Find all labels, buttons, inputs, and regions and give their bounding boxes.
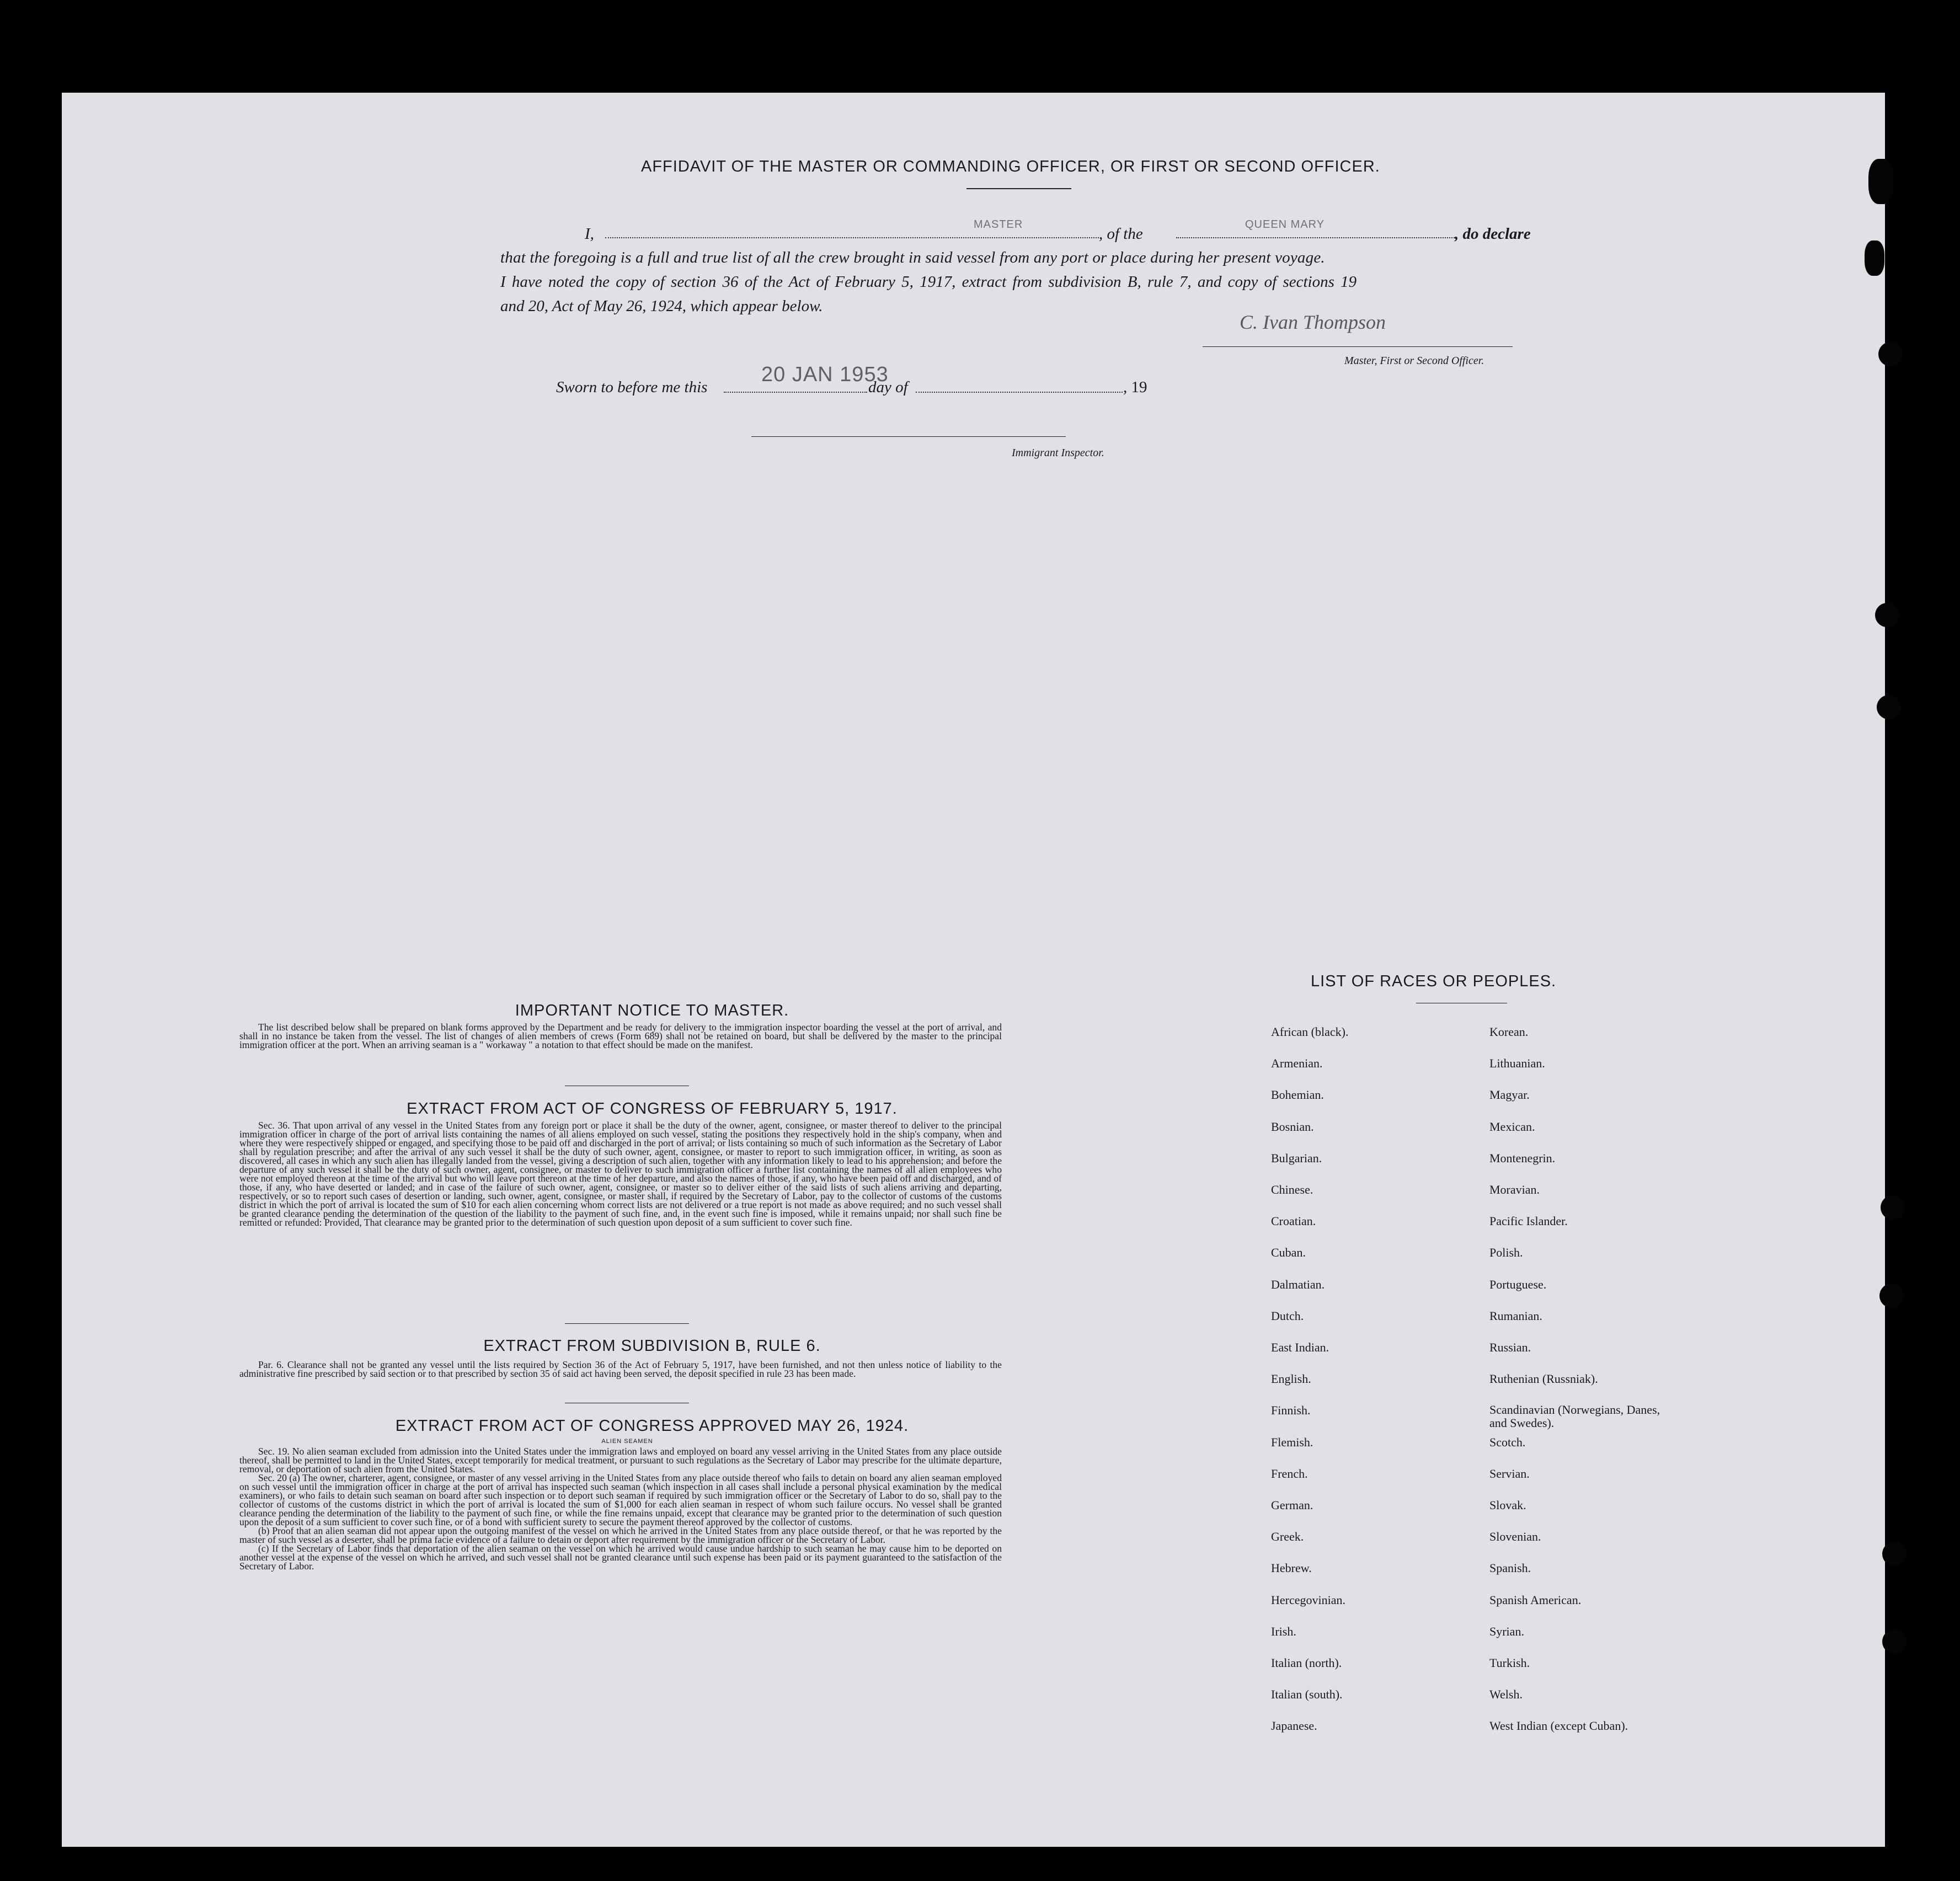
race-item: Armenian. bbox=[1271, 1056, 1323, 1071]
stamp-rank: MASTER bbox=[974, 218, 1023, 231]
race-item: Slovak. bbox=[1489, 1498, 1526, 1512]
race-item: Japanese. bbox=[1271, 1719, 1317, 1733]
race-item: German. bbox=[1271, 1498, 1313, 1512]
binding-hole bbox=[1881, 1195, 1905, 1220]
race-item: Magyar. bbox=[1489, 1088, 1530, 1102]
race-item: Croatian. bbox=[1271, 1214, 1316, 1228]
sworn-month-blank bbox=[916, 392, 1123, 393]
affidavit-line-2: that the foregoing is a full and true list of all the crew brought in said vessel from any port or place during her present voyage. bbox=[500, 249, 1325, 266]
race-item: Spanish. bbox=[1489, 1561, 1531, 1575]
race-item: Ruthenian (Russniak). bbox=[1489, 1372, 1598, 1386]
race-item: Finnish. bbox=[1271, 1403, 1311, 1418]
race-item: Polish. bbox=[1489, 1246, 1523, 1260]
race-item: Mexican. bbox=[1489, 1119, 1535, 1134]
notice-title: IMPORTANT NOTICE TO MASTER. bbox=[515, 1002, 789, 1019]
affidavit-title: AFFIDAVIT OF THE MASTER OR COMMANDING OFFICER, OR FIRST OR SECOND OFFICER. bbox=[641, 158, 1380, 175]
sworn-date-stamp: 20 JAN 1953 bbox=[761, 363, 889, 386]
race-item: West Indian (except Cuban). bbox=[1489, 1719, 1628, 1733]
sworn-day-blank bbox=[724, 392, 867, 393]
race-item: Korean. bbox=[1489, 1025, 1529, 1039]
name-blank bbox=[605, 237, 1099, 238]
document-page bbox=[62, 93, 1885, 1847]
race-item: Hebrew. bbox=[1271, 1561, 1312, 1575]
extract-1924-subtitle: ALIEN SEAMEN bbox=[601, 1438, 653, 1445]
race-item: Bohemian. bbox=[1271, 1088, 1324, 1102]
race-item: East Indian. bbox=[1271, 1340, 1329, 1354]
race-item: Hercegovinian. bbox=[1271, 1593, 1345, 1607]
declare-label: , do declare bbox=[1455, 225, 1531, 243]
signature-caption: Master, First or Second Officer. bbox=[1344, 355, 1484, 367]
rule6-title: EXTRACT FROM SUBDIVISION B, RULE 6. bbox=[483, 1337, 821, 1355]
race-item: Dalmatian. bbox=[1271, 1277, 1325, 1291]
race-item: Lithuanian. bbox=[1489, 1056, 1545, 1071]
race-item: Cuban. bbox=[1271, 1246, 1306, 1260]
race-item: French. bbox=[1271, 1466, 1308, 1481]
day-of-label: day of bbox=[868, 378, 908, 396]
master-signature: C. Ivan Thompson bbox=[1240, 311, 1386, 333]
race-item: Greek. bbox=[1271, 1530, 1304, 1544]
binding-hole bbox=[1882, 1542, 1906, 1566]
race-item: Moravian. bbox=[1489, 1183, 1540, 1196]
binding-hole bbox=[1882, 1629, 1906, 1654]
race-item: Slovenian. bbox=[1489, 1530, 1541, 1544]
race-item: English. bbox=[1271, 1372, 1311, 1386]
race-item: Turkish. bbox=[1489, 1656, 1530, 1670]
extract-1917-divider bbox=[565, 1323, 689, 1324]
race-item: Welsh. bbox=[1489, 1687, 1523, 1702]
extract-1917-text: Sec. 36. That upon arrival of any vessel in the United States from any foreign port or place it shall be the duty of the owner, agent, consignee, or master thereof to deliver to the principal immigration officer in charge of the port of arrival lists containing the names of all aliens employed on such vessel, stating the positions they respectively hold in the ship's company, when and where they were respectively shipped or engaged, and specifying those to be paid off and discharged in the port of arrival; or lists containing so much of such information as the Secretary of Labor shall by regulation prescribe; and after the arrival of any such vessel it shall be the duty of such owner, agent, consignee, or master to report to such immigration officer, in writing, as soon as discovered, all cases in which any such alien has illegally landed from the vessel, giving a description of such alien, together with any information likely to lead to his apprehension; and before the departure of any such vessel it shall be the duty of such owner, agent, consignee, or master to deliver to such immigration officer a further list containing the names of all alien employees who were not employed thereon at the time of the arrival but who will leave port thereon at the time of her departure, and also the names of those, if any, who have been paid off and discharged, and of those, if any, who have deserted or landed; and in case of the failure of such owner, agent, consignee, or master so to deliver either of the said lists of such aliens arriving and departing, respectively, or so to report such cases of desertion or landing, such owner, agent, consignee, or master shall, if required by the Secretary of Labor, pay to the collector of customs of the customs district in which the port of arrival is located the sum of $10 for each alien concerning whom correct lists are not delivered or a true report is not made as above required; and no such vessel shall be granted clearance pending the determination of the question of the liability to the payment of such fine, and, in the event such fine is imposed, while it remains unpaid; nor shall such fine be remitted or refunded: Provided, That clearance may be granted prior to the determination of such question upon deposit of a sum sufficient to cover such fine. bbox=[239, 1120, 1002, 1228]
race-item: Irish. bbox=[1271, 1624, 1296, 1638]
sec19-paragraph: Sec. 19. No alien seaman excluded from admission into the United States under the immigration laws and employed on board any vessel arriving in the United States from any place outside thereof, shall be permitted to land in the United States, except temporarily for medical treatment, or pursuant to such regulations as the Secretary of Labor may prescribe for the ultimate departure, removal, or deportation of such alien from the United States. bbox=[239, 1446, 1002, 1474]
inspector-caption: Immigrant Inspector. bbox=[1012, 447, 1104, 459]
edge-damage bbox=[1868, 159, 1894, 204]
title-underline bbox=[966, 188, 1071, 189]
affidavit-line-3: I have noted the copy of section 36 of the Act of February 5, 1917, extract from subdivision B, rule 7, and copy of sections 19 bbox=[500, 273, 1357, 291]
edge-damage bbox=[1865, 241, 1884, 276]
extract-1924-text bbox=[239, 1447, 1002, 1570]
rule6-text: Par. 6. Clearance shall not be granted any vessel until the lists required by Section 36 of the Act of February 5, 1917, have been furnished, and not then unless notice of liability to the administrative fine prescribed by said section or to that prescribed by section 35 of said act having been served, the deposit specified in rule 23 has been made. bbox=[239, 1359, 1002, 1379]
race-item: Italian (south). bbox=[1271, 1687, 1343, 1702]
race-item: Russian. bbox=[1489, 1340, 1531, 1354]
inspector-line bbox=[751, 436, 1066, 437]
extract-1924-title: EXTRACT FROM ACT OF CONGRESS APPROVED MAY 26, 1924. bbox=[395, 1417, 909, 1435]
race-item: Montenegrin. bbox=[1489, 1151, 1556, 1165]
race-item: Bulgarian. bbox=[1271, 1151, 1322, 1165]
race-item: Dutch. bbox=[1271, 1308, 1304, 1323]
race-item: Chinese. bbox=[1271, 1183, 1313, 1196]
race-item: Scandinavian (Norwegians, Danes, and Swedes). bbox=[1489, 1403, 1660, 1430]
notice-text: The list described below shall be prepared on blank forms approved by the Department and be ready for delivery to the immigration inspector boarding the vessel at the port of arrival, and shall in no instance be taken from the vessel. The list of changes of alien members of crews (Form 689) shall not be retained on board, but shall be delivered by the master to the principal immigration officer at the port. When an arriving seaman is a " workaway " a notation to that effect should be made on the manifest. bbox=[239, 1022, 1002, 1050]
race-item: Spanish American. bbox=[1489, 1593, 1582, 1607]
race-item: African (black). bbox=[1271, 1025, 1349, 1039]
vessel-blank bbox=[1176, 237, 1455, 238]
of-the-label: , of the bbox=[1099, 225, 1143, 243]
sec20a-paragraph: Sec. 20 (a) The owner, charterer, agent, consignee, or master of any vessel arriving in the United States from any place outside thereof who fails to detain on board any alien seaman employed on such vessel until the immigration officer in charge at the port of arrival has inspected such seaman (which inspection in all cases shall include a personal physical examination by the medical examiners), or who fails to detain such seaman on board after such inspection or to deport such seaman if required by such immigration officer or the Secretary of Labor to do so, shall pay to the collector of customs of the customs district in which the port of arrival is located the sum of $1,000 for each alien seaman in respect of whom such failure occurs. No vessel shall be granted clearance pending the determination of the liability to the payment of such fine, or while the fine remains unpaid, except that clearance may be granted prior to the determination of such question upon the deposit of a sum sufficient to cover such fine, or of a bond with sufficient surety to secure the payment thereof approved by the collector of customs. bbox=[239, 1472, 1002, 1527]
affidavit-line-4: and 20, Act of May 26, 1924, which appear below. bbox=[500, 297, 823, 315]
binding-hole bbox=[1879, 1284, 1904, 1308]
race-item: Scotch. bbox=[1489, 1435, 1526, 1449]
race-item: Italian (north). bbox=[1271, 1656, 1342, 1670]
race-item: Pacific Islander. bbox=[1489, 1214, 1568, 1228]
extract-1917-title: EXTRACT FROM ACT OF CONGRESS OF FEBRUARY 5, 1917. bbox=[407, 1100, 898, 1118]
year-label: , 19 bbox=[1123, 378, 1147, 396]
sec20c-paragraph: (c) If the Secretary of Labor finds that deportation of the alien seaman on the vessel on which he arrived would cause undue hardship to such seaman he may cause him to be deported on another vessel at the expense of the vessel on which he arrived, and such vessel shall not be granted clearance until such expense has been paid or its payment guaranteed to the satisfaction of the Secretary of Labor. bbox=[239, 1543, 1002, 1572]
binding-hole bbox=[1877, 695, 1901, 719]
sworn-label: Sworn to before me this bbox=[556, 378, 708, 396]
binding-hole bbox=[1878, 342, 1903, 366]
race-item: Flemish. bbox=[1271, 1435, 1313, 1449]
race-item: Servian. bbox=[1489, 1466, 1530, 1481]
race-item: Rumanian. bbox=[1489, 1308, 1542, 1323]
races-title: LIST OF RACES OR PEOPLES. bbox=[1311, 972, 1557, 990]
race-item: Bosnian. bbox=[1271, 1119, 1314, 1134]
race-item: Syrian. bbox=[1489, 1624, 1524, 1638]
race-item: Portuguese. bbox=[1489, 1277, 1547, 1291]
binding-hole bbox=[1875, 603, 1899, 627]
sec20b-paragraph: (b) Proof that an alien seaman did not appear upon the outgoing manifest of the vessel on which he arrived in the United States from any place outside thereof, or that he was reported by the master of such vessel as a deserter, shall be prima facie evidence of a failure to detain or deport after requirement by the immigration officer or the Secretary of Labor. bbox=[239, 1525, 1002, 1545]
signature-line bbox=[1203, 346, 1513, 347]
stamp-vessel: QUEEN MARY bbox=[1245, 218, 1325, 231]
i-label: I, bbox=[585, 225, 594, 243]
